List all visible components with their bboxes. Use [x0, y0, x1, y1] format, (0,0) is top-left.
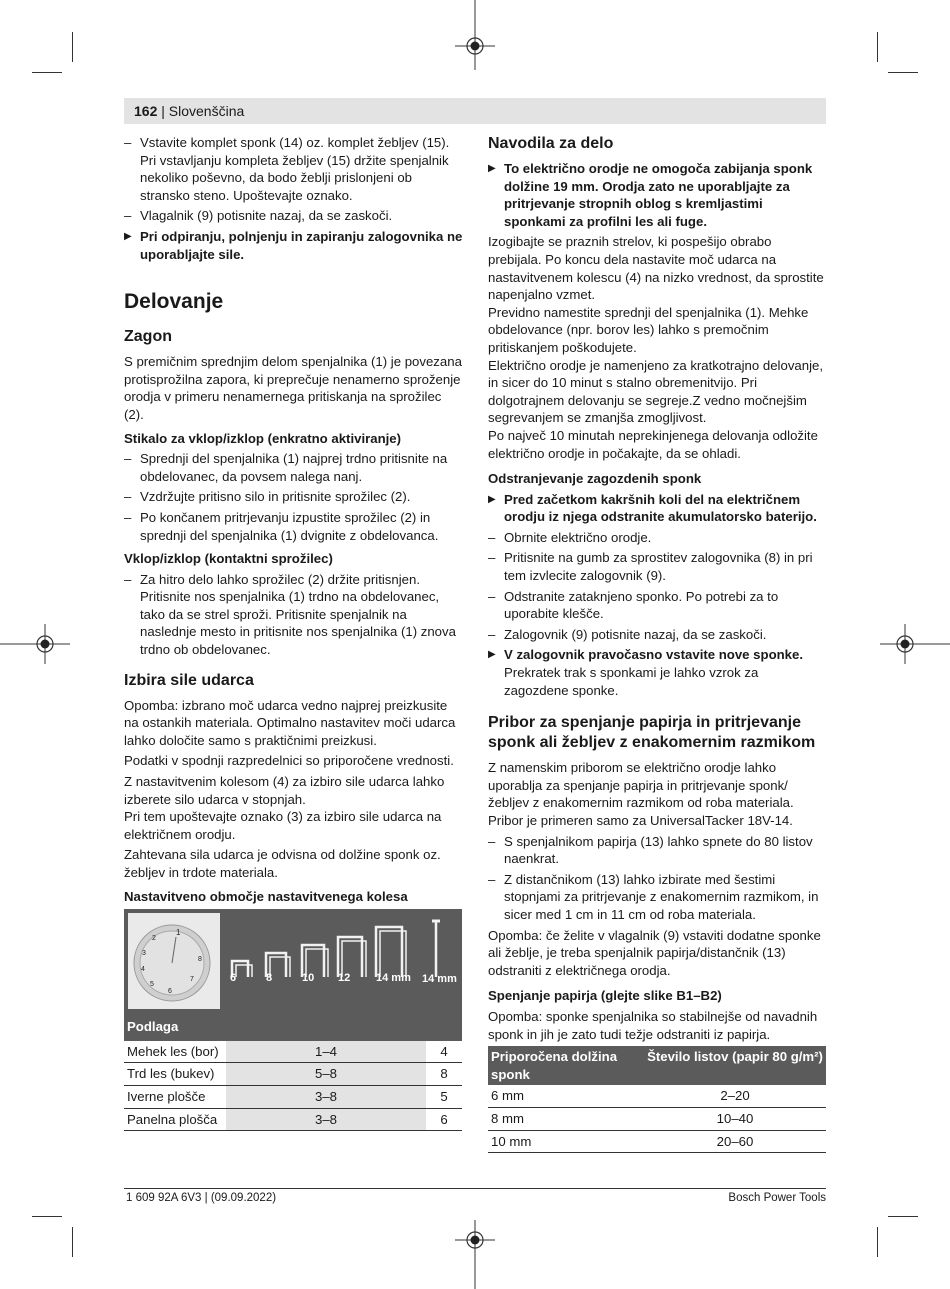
- heading: Odstranjevanje zagozdenih sponk: [488, 471, 702, 487]
- list-item: – Z distančnikom (13) lahko izbirate med šestimi stopnjami za pritrjevanje z enakomernim razmikom, in sicer med 1 cm in 11 cm od roba materiala.: [488, 871, 826, 924]
- section-title: Delovanje: [124, 290, 224, 314]
- impact-table: [124, 1013, 462, 1131]
- list-item: – Vzdržujte pritisno silo in pritisnite sprožilec (2).: [124, 488, 464, 506]
- table-row: [488, 1107, 826, 1130]
- dial-label: 8: [198, 956, 202, 964]
- warning-item: ▶ To električno orodje ne omogoča zabijanja sponk dolžine 19 mm. Orodja zato ne uporabljajte za pritrjevanje stropnih oblog s kremljastimi sponkami za profilni les ali fuge.: [488, 160, 826, 230]
- list-item: – Po končanem pritrjevanju izpustite sprožilec (2) in sprednji del spenjalnika (1) dvignite z obdelovanca.: [124, 509, 464, 544]
- table-cell: 6: [426, 1108, 462, 1131]
- list-item: – Odstranite zataknjeno sponko. Po potrebi za to uporabite klešče.: [488, 588, 826, 623]
- page-number: 162: [134, 103, 158, 119]
- table-cell: 8: [426, 1063, 462, 1086]
- heading: Stikalo za vklop/izklop (enkratno aktiviranje): [124, 430, 402, 446]
- staple-size-figure: [124, 909, 462, 1013]
- table-cell: 2–20: [644, 1085, 826, 1107]
- paragraph: Podatki v spodnji razpredelnici so priporočene vrednosti.: [124, 753, 454, 769]
- paper-table: [488, 1046, 826, 1153]
- page-language: Slovenščina: [168, 103, 245, 119]
- paragraph: Opomba: izbrano moč udarca vedno najprej preizkusite na ostankih materiala. Optimalno nastavitev moči udarca lahko določite samo s praktičnimi preizkusi.: [124, 697, 456, 748]
- left-column: [124, 134, 464, 1131]
- crop-mark: [888, 1216, 918, 1217]
- crop-mark: [888, 72, 918, 73]
- table-row: [124, 1041, 462, 1063]
- table-header: Priporočena dolžina sponk: [488, 1046, 644, 1085]
- crop-mark: [72, 1227, 73, 1257]
- table-cell: 1–4: [226, 1041, 426, 1063]
- paragraph: Pri tem upoštevajte oznako (3) za izbiro sile udarca na električnem orodju.: [124, 809, 442, 842]
- paragraph: Opomba: če želite v vlagalnik (9) vstaviti dodatne sponke ali žeblje, je treba spenjalnik papirja/distančnik (13) odstraniti z električnega orodja.: [488, 927, 821, 978]
- table-row: [124, 1085, 462, 1108]
- paragraph: Po največ 10 minutah neprekinjenega delovanja odložite električno orodje in počakajte, da se ohladi.: [488, 427, 818, 461]
- document-number: 1 609 92A 6V3 | (09.09.2022): [126, 1192, 277, 1204]
- table-cell: 3–8: [226, 1085, 426, 1108]
- table-cell: 20–60: [644, 1130, 826, 1153]
- impact-dial-icon: [128, 913, 220, 1009]
- impact-dial-figure: [128, 913, 220, 1009]
- crop-mark: [877, 32, 878, 62]
- crop-mark: [32, 72, 62, 73]
- table-cell: 10 mm: [488, 1130, 644, 1153]
- table-cell: Iverne plošče: [124, 1085, 226, 1108]
- table-cell: Trd les (bukev): [124, 1063, 226, 1086]
- paragraph: Izogibajte se praznih strelov, ki pospešijo obrabo prebijala. Po koncu dela nastavite moč udarca na nastavitvenem kolescu (4) na nizko vrednost, da sprostite napenjalno vzmet.: [488, 234, 824, 303]
- table-row: [488, 1130, 826, 1153]
- warning-item: ▶ Pri odpiranju, polnjenju in zapiranju zalogovnika ne uporabljajte sile.: [124, 228, 464, 263]
- staple-size-label: 10: [302, 972, 315, 985]
- table-header: Število listov (papir 80 g/m²): [644, 1046, 826, 1085]
- table-header: Podlaga: [124, 1013, 462, 1041]
- table-row: [124, 1063, 462, 1086]
- paragraph: Opomba: sponke spenjalnika so stabilnejše od navadnih sponk in jih je zato tudi težje odstraniti iz papirja.: [488, 1008, 818, 1042]
- paragraph: Električno orodje je namenjeno za kratkotrajno delovanje, in sicer do 10 minut s stalno obremenitvijo. Pri dolgotrajnem delovanju se segreje.Z vedno močnejšim segrevanjem se zmanjša zmogljivost.: [488, 357, 824, 426]
- list-item: – Sprednji del spenjalnika (1) najprej trdno pritisnite na obdelovanec, da povsem nalega nanj.: [124, 450, 464, 485]
- dial-label: 5: [150, 981, 154, 989]
- registration-mark-icon: [455, 1220, 495, 1289]
- page-header: 162 | Slovenščina: [124, 98, 826, 124]
- table-row: [124, 1108, 462, 1131]
- heading: Spenjanje papirja (glejte slike B1–B2): [488, 988, 722, 1004]
- paragraph: Zahtevana sila udarca je odvisna od dolžine sponk oz. žebljev in trdote materiala.: [124, 847, 441, 880]
- subsection-title: Izbira sile udarca: [124, 671, 254, 689]
- staple-size-label: 8: [266, 972, 273, 985]
- list-item: – Vstavite komplet sponk (14) oz. komplet žebljev (15). Pri vstavljanju kompleta žebljev (15) držite spenjalnik nekoliko poševno, da bodo žeblji prislonjeni ob stransko steno. Upoštevajte oznako.: [124, 134, 464, 204]
- subsection-title: Pribor za spenjanje papirja in pritrjevanje sponk ali žebljev z enakomernim razmikom: [488, 714, 816, 752]
- table-cell: 4: [426, 1041, 462, 1063]
- warning-item: ▶ V zalogovnik pravočasno vstavite nove sponke.: [488, 646, 826, 664]
- table-cell: 10–40: [644, 1107, 826, 1130]
- paragraph: Previdno namestite sprednji del spenjalnika (1). Mehke obdelovance (npr. borov les) lahko s premočnim pritiskanjem poškodujete.: [488, 304, 809, 355]
- crop-mark: [72, 32, 73, 62]
- table-cell: Panelna plošča: [124, 1108, 226, 1131]
- dial-label: 2: [152, 935, 156, 943]
- heading: Vklop/izklop (kontaktni sprožilec): [124, 551, 333, 567]
- registration-mark-icon: [880, 624, 950, 664]
- table-cell: 8 mm: [488, 1107, 644, 1130]
- paragraph: Z nastavitvenim kolesom (4) za izbiro sile udarca lahko izberete silo udarca v stopnjah.: [124, 774, 445, 807]
- brand-name: Bosch Power Tools: [728, 1192, 826, 1204]
- dial-label: 6: [168, 988, 172, 996]
- table-row: [488, 1085, 826, 1107]
- staple-size-label: 14 mm: [376, 972, 411, 985]
- list-item: – S spenjalnikom papirja (13) lahko spnete do 80 listov naenkrat.: [488, 833, 826, 868]
- table-title: Nastavitveno območje nastavitvenega kolesa: [124, 888, 408, 904]
- table-cell: 6 mm: [488, 1085, 644, 1107]
- list-item: – Pritisnite na gumb za sprostitev zalogovnika (8) in pri tem izvlecite zalogovnik (9).: [488, 549, 826, 584]
- table-cell: Mehek les (bor): [124, 1041, 226, 1063]
- registration-mark-icon: [0, 624, 70, 664]
- crop-mark: [32, 1216, 62, 1217]
- list-item: – Zalogovnik (9) potisnite nazaj, da se zaskoči.: [488, 626, 826, 644]
- table-cell: 5–8: [226, 1063, 426, 1086]
- staple-size-label: 6: [230, 972, 237, 985]
- crop-mark: [877, 1227, 878, 1257]
- registration-mark-icon: [455, 0, 495, 70]
- dial-label: 3: [142, 950, 146, 958]
- dial-label: 1: [176, 928, 181, 938]
- paragraph: S premičnim sprednjim delom spenjalnika (1) je povezana protisprožilna zapora, ki preprečuje nenamerno sproženje orodja v primeru nenamernega pritiskanja na sprožilec (2).: [124, 354, 462, 422]
- dial-label: 4: [141, 966, 145, 974]
- staple-sizes-icon: [226, 909, 462, 1013]
- subsection-title: Zagon: [124, 328, 172, 346]
- list-item: – Za hitro delo lahko sprožilec (2) držite pritisnjen. Pritisnite nos spenjalnika (1) trdno na obdelovanec, tako da se strel sproži. Pritisnite spenjalnik na naslednje mesto in pritisnite nos spenjalnika (1) znova trdno ob obdelovanec.: [124, 571, 464, 659]
- paragraph: Prekratek trak s sponkami je lahko vzrok za zagozdene sponke.: [504, 665, 759, 698]
- staple-size-label: 12: [338, 972, 351, 985]
- list-item: – Vlagalnik (9) potisnite nazaj, da se zaskoči.: [124, 207, 464, 225]
- table-cell: 3–8: [226, 1108, 426, 1131]
- table-cell: 5: [426, 1085, 462, 1108]
- nail-size-label: 14 mm: [422, 973, 457, 986]
- warning-item: ▶ Pred začetkom kakršnih koli del na električnem orodju iz njega odstranite akumulatorsko baterijo.: [488, 491, 826, 526]
- subsection-title: Navodila za delo: [488, 135, 614, 152]
- dial-label: 7: [190, 976, 194, 984]
- right-column: [488, 134, 826, 1153]
- page-footer: [124, 1188, 826, 1204]
- list-item: – Obrnite električno orodje.: [488, 529, 826, 547]
- paragraph: Z namenskim priborom se električno orodje lahko uporablja za spenjanje papirja in pritrjevanje sponk/žebljev z enakomernim razmikom od roba materiala. Pribor je primeren samo za UniversalTacker 18V-14.: [488, 760, 794, 828]
